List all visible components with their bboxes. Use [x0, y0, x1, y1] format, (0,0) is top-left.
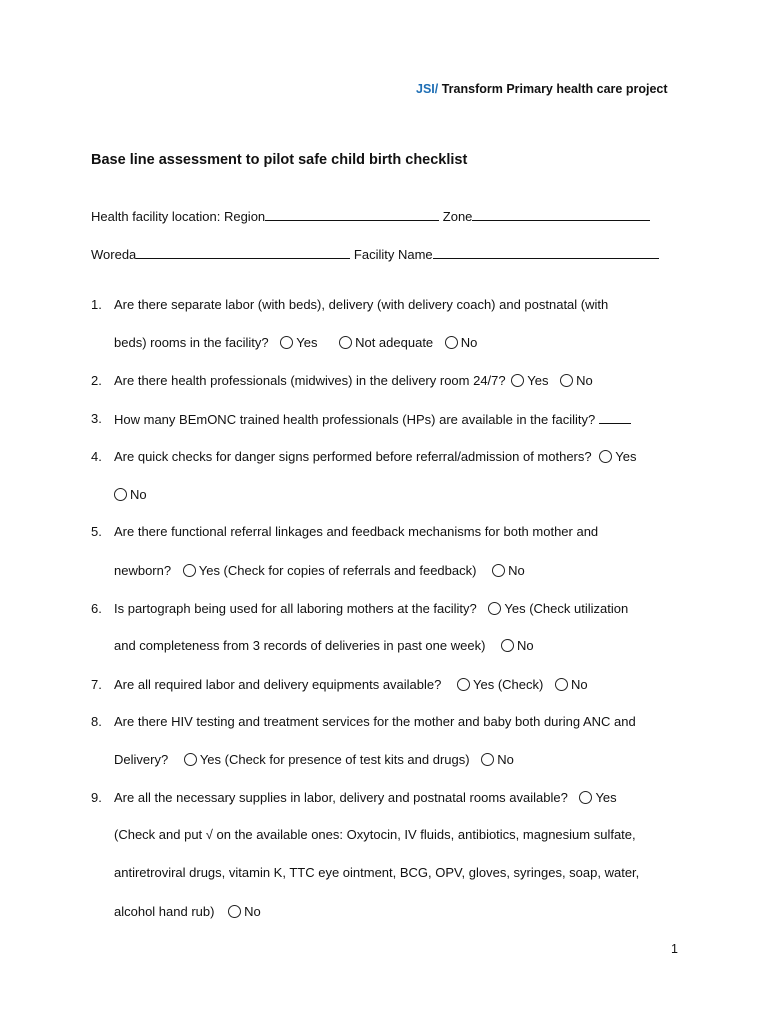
question-7-text: Are all required labor and delivery equipments available? [114, 677, 442, 692]
woreda-row [91, 246, 659, 262]
question-3-text: How many BEmONC trained health professionals (HPs) are available in the facility? [114, 412, 596, 427]
facility-name-field[interactable] [433, 246, 659, 259]
question-number: 7. [91, 677, 102, 692]
question-7 [114, 677, 588, 692]
project-name: Transform Primary health care project [438, 82, 668, 96]
radio-no[interactable] [492, 564, 505, 577]
radio-yes-check[interactable] [457, 678, 470, 691]
org-name: JSI/ [416, 82, 439, 96]
option-label: Yes (Check utilization [504, 601, 629, 616]
option-label: No [497, 752, 514, 767]
question-9-line4 [114, 904, 261, 919]
option-label: No [130, 487, 147, 502]
radio-yes[interactable] [511, 374, 524, 387]
question-4 [114, 449, 636, 464]
question-9 [114, 790, 617, 805]
question-number: 1. [91, 297, 102, 312]
option-label: Yes (Check for copies of referrals and feedback) [198, 563, 477, 578]
question-2 [114, 373, 593, 388]
option-label: No [576, 373, 593, 388]
radio-not-adequate[interactable] [339, 336, 352, 349]
question-1-answers [114, 335, 477, 350]
region-field[interactable] [265, 208, 439, 221]
location-row [91, 208, 650, 224]
question-9-text-cont: alcohol hand rub) [114, 904, 215, 919]
option-label: No [460, 335, 478, 350]
option-label: Yes [296, 335, 318, 350]
option-label: No [244, 904, 261, 919]
radio-no[interactable] [555, 678, 568, 691]
woreda-label: Woreda [91, 247, 137, 262]
hp-count-field[interactable] [599, 411, 631, 424]
radio-yes[interactable] [280, 336, 293, 349]
question-number: 5. [91, 524, 102, 539]
question-6-cont [114, 638, 534, 653]
question-9-text: Are all the necessary supplies in labor, delivery and postnatal rooms available? [114, 790, 568, 805]
question-8-text: Are there HIV testing and treatment services for the mother and baby both during ANC and [114, 714, 636, 729]
radio-yes[interactable] [599, 450, 612, 463]
question-9-line2: (Check and put √ on the available ones: Oxytocin, IV fluids, antibiotics, magnesium sulfate, [114, 827, 636, 842]
radio-yes[interactable] [184, 753, 197, 766]
question-8-answers [114, 752, 514, 767]
question-8-text-cont: Delivery? [114, 752, 169, 767]
zone-label: Zone [442, 209, 473, 224]
option-label: Yes [527, 373, 549, 388]
radio-no[interactable] [114, 488, 127, 501]
question-3 [114, 411, 631, 427]
radio-no[interactable] [228, 905, 241, 918]
option-label: Yes [615, 449, 637, 464]
radio-yes[interactable] [183, 564, 196, 577]
question-4-cont [114, 487, 147, 502]
question-number: 8. [91, 714, 102, 729]
question-5-text: Are there functional referral linkages and feedback mechanisms for both mother and [114, 524, 599, 539]
question-number: 9. [91, 790, 102, 805]
question-6-text-cont: and completeness from 3 records of deliveries in past one week) [114, 638, 486, 653]
option-label: Yes [595, 790, 617, 805]
region-label: Health facility location: Region [91, 209, 266, 224]
page-header [416, 82, 668, 96]
option-label: Yes (Check) [473, 677, 544, 692]
radio-yes[interactable] [488, 602, 501, 615]
option-label: No [508, 563, 525, 578]
question-number: 4. [91, 449, 102, 464]
question-2-text: Are there health professionals (midwives) in the delivery room 24/7? [114, 373, 506, 388]
question-number: 2. [91, 373, 102, 388]
zone-field[interactable] [472, 208, 650, 221]
option-label: No [570, 677, 588, 692]
page-title: Base line assessment to pilot safe child birth checklist [91, 152, 468, 168]
question-number: 3. [91, 411, 102, 426]
radio-no[interactable] [481, 753, 494, 766]
radio-yes[interactable] [579, 791, 592, 804]
question-1-text-cont: beds) rooms in the facility? [114, 335, 269, 350]
facility-name-label: Facility Name [353, 247, 433, 262]
question-5-answers [114, 563, 525, 578]
question-6 [114, 601, 628, 616]
radio-no[interactable] [501, 639, 514, 652]
question-5-text-cont: newborn? [114, 563, 172, 578]
page-number: 1 [671, 942, 678, 956]
question-9-line3: antiretroviral drugs, vitamin K, TTC eye ointment, BCG, OPV, gloves, syringes, soap, water, [114, 865, 640, 880]
option-label: No [517, 638, 534, 653]
question-number: 6. [91, 601, 102, 616]
radio-no[interactable] [445, 336, 458, 349]
option-label: Not adequate [355, 335, 434, 350]
question-4-text: Are quick checks for danger signs performed before referral/admission of mothers? [114, 449, 592, 464]
radio-no[interactable] [560, 374, 573, 387]
question-6-text: Is partograph being used for all laboring mothers at the facility? [114, 601, 477, 616]
question-1-text: Are there separate labor (with beds), delivery (with delivery coach) and postnatal (with [114, 297, 609, 312]
woreda-field[interactable] [136, 246, 350, 259]
option-label: Yes (Check for presence of test kits and drugs) [199, 752, 470, 767]
